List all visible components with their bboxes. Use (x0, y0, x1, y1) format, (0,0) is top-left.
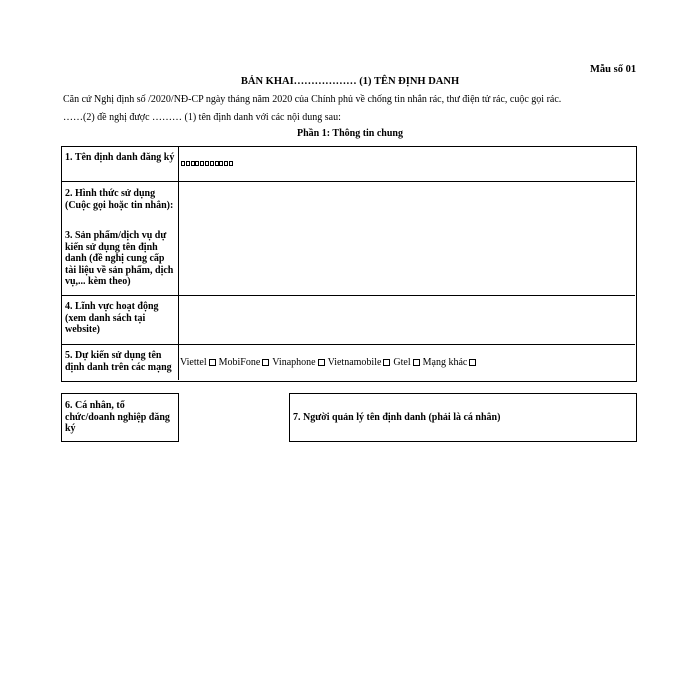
network-label: Viettel (180, 357, 207, 368)
network-checkbox[interactable] (383, 359, 390, 366)
char-box[interactable] (200, 161, 204, 166)
char-box[interactable] (195, 161, 199, 166)
char-box[interactable] (219, 161, 223, 166)
network-label: Mạng khác (422, 357, 468, 368)
form-number: Mẫu số 01 (590, 64, 637, 75)
request-text: ……(2) đề nghị được ……… (1) tên định danh với các nội dung sau: (63, 112, 341, 123)
network-label: MobiFone (218, 357, 261, 368)
network-checkbox[interactable] (318, 359, 325, 366)
network-options (180, 357, 479, 368)
form-title: BẢN KHAI……………… (1) TÊN ĐỊNH DANH (240, 76, 460, 87)
network-checkbox[interactable] (262, 359, 269, 366)
char-box[interactable] (215, 161, 219, 166)
char-box[interactable] (191, 161, 195, 166)
char-box[interactable] (229, 161, 233, 166)
label-identifier-name: 1. Tên định danh đăng ký (65, 152, 175, 163)
char-box[interactable] (210, 161, 214, 166)
registrant-box (61, 393, 179, 442)
general-info-table (61, 146, 637, 382)
network-label: Vietnamobile (327, 357, 382, 368)
label-products-services: 3. Sản phẩm/dịch vụ dự kiến sử dụng tên định danh (đề nghị cung cấp tài liệu về sản phẩm, dịch vụ,... kèm theo) (65, 230, 174, 287)
char-box[interactable] (181, 161, 185, 166)
network-checkbox[interactable] (413, 359, 420, 366)
identifier-name-char-boxes[interactable] (181, 161, 234, 166)
network-label: Vinaphone (272, 357, 316, 368)
network-checkbox[interactable] (209, 359, 216, 366)
label-identifier-manager: 7. Người quản lý tên định danh (phải là cá nhân) (293, 412, 501, 423)
char-box[interactable] (224, 161, 228, 166)
char-box[interactable] (205, 161, 209, 166)
legal-basis-text: Căn cứ Nghị định số /2020/NĐ-CP ngày tháng năm 2020 của Chính phủ về chống tin nhắn rác, thư điện tử rác, cuộc gọi rác. (63, 94, 562, 105)
network-checkbox[interactable] (469, 359, 476, 366)
manager-box (289, 393, 637, 442)
label-networks: 5. Dự kiến sử dụng tên định danh trên các mạng (65, 350, 172, 373)
network-label: Gtel (393, 357, 411, 368)
section-title: Phần 1: Thông tin chung (297, 128, 403, 139)
label-field-of-activity: 4. Lĩnh vực hoạt động (xem danh sách tại website) (65, 301, 159, 335)
label-usage-type: 2. Hình thức sử dụng (Cuộc gọi hoặc tin nhắn): (65, 188, 174, 211)
char-box[interactable] (186, 161, 190, 166)
label-registrant: 6. Cá nhân, tổ chức/doanh nghiệp đăng ký (65, 400, 170, 434)
